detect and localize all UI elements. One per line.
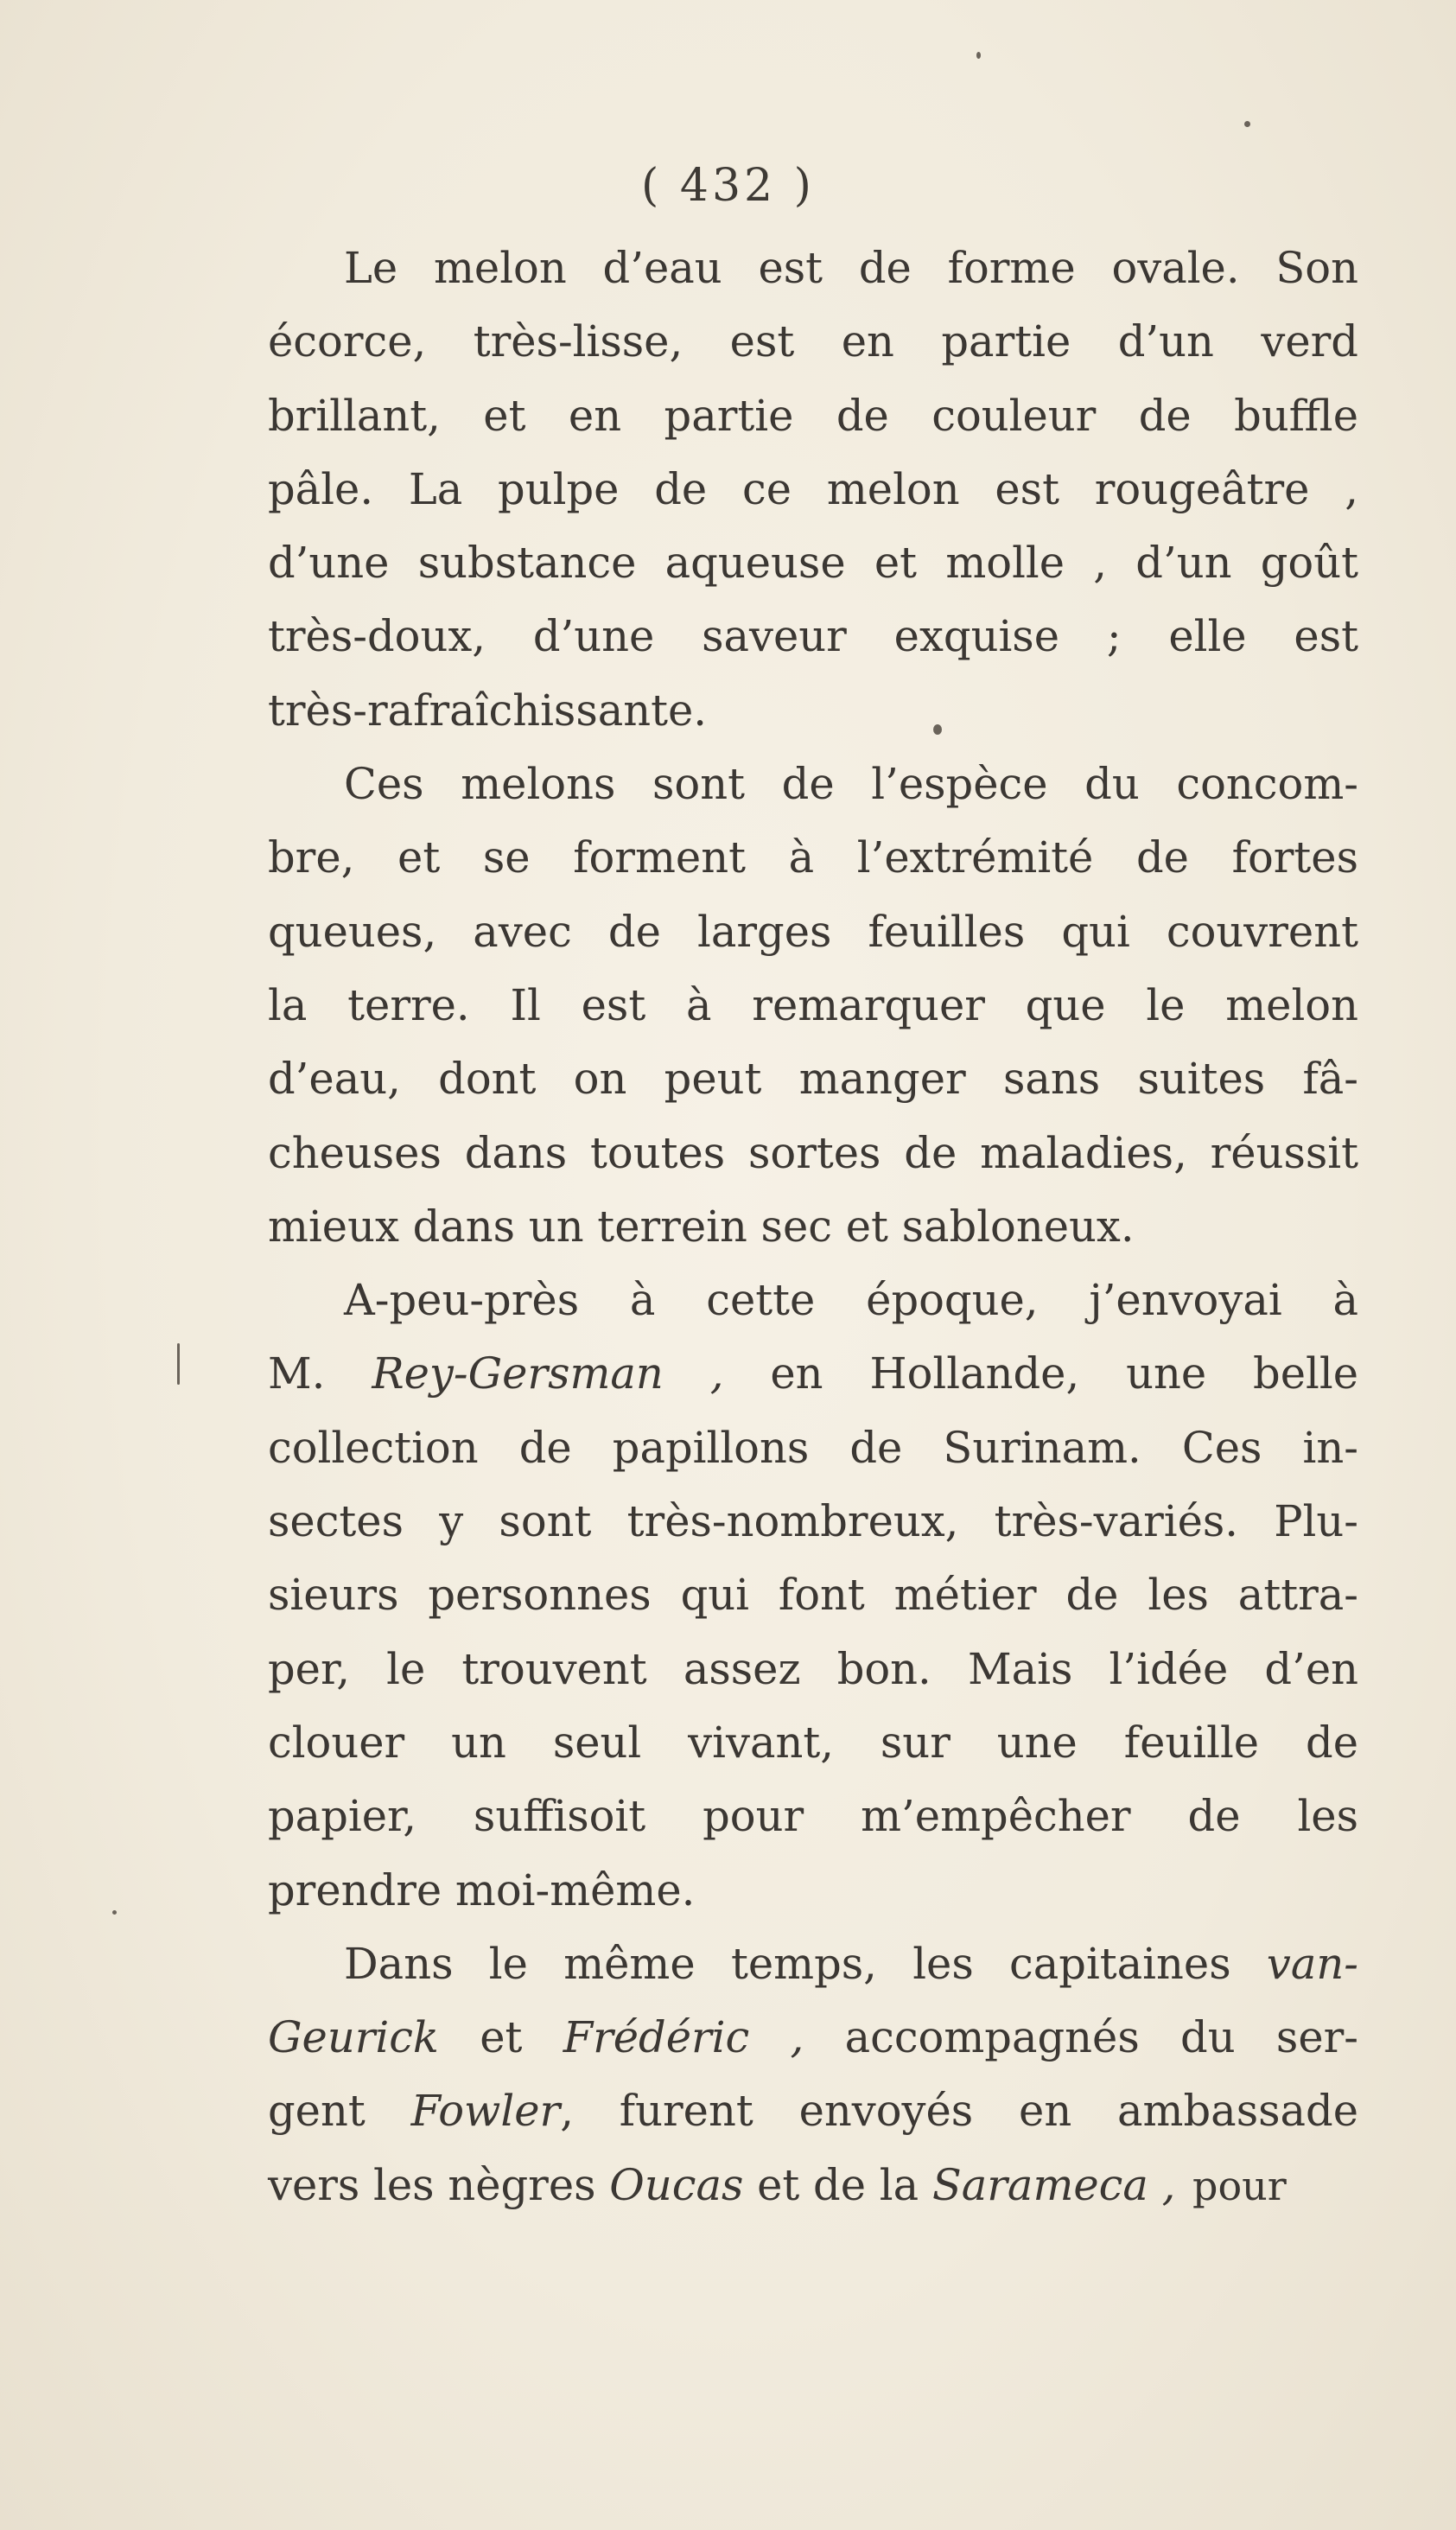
text-line [268, 1337, 1358, 1411]
paper-speck [1244, 121, 1250, 127]
text-line [268, 305, 1358, 379]
text-line [268, 969, 1358, 1042]
page-number: ( 432 ) [641, 160, 815, 212]
catchword: pour [1192, 2163, 1287, 2209]
text-segment: queues, avec de larges feuilles qui couvrent [268, 906, 1358, 957]
text-line [268, 1928, 1358, 2001]
text-line [268, 232, 1358, 305]
text-segment: pâle. La pulpe de ce melon est rougeâtre , [268, 463, 1358, 514]
text-line [268, 1706, 1358, 1780]
text-segment: papier, suffisoit pour m’empêcher de les [268, 1791, 1358, 1842]
italic-segment: Fowler [410, 2086, 561, 2137]
text-segment: en Hollande, une belle [723, 1348, 1358, 1399]
text-line [268, 453, 1358, 526]
italic-segment: Geurick [268, 2012, 439, 2063]
text-line [268, 600, 1358, 673]
text-line [268, 1780, 1358, 1853]
paper-speck [112, 1910, 117, 1915]
text-line [268, 1633, 1358, 1706]
text-segment: la terre. Il est à remarquer que le melon [268, 979, 1358, 1030]
italic-segment: Frédéric , [563, 2012, 804, 2063]
text-segment: sieurs personnes qui font métier de les attra- [268, 1570, 1358, 1621]
text-segment: cheuses dans toutes sortes de maladies, réussit [268, 1127, 1358, 1178]
text-line [268, 1042, 1358, 1116]
text-segment: Le melon d’eau est de forme ovale. Son [344, 243, 1358, 293]
text-line [268, 1412, 1358, 1485]
text-segment: très-rafraîchissante. [268, 685, 708, 736]
paper-speck [933, 724, 942, 735]
text-line [268, 379, 1358, 453]
text-segment: écorce, très-lisse, est en partie d’un verd [268, 316, 1358, 367]
text-segment: accompagnés du ser- [804, 2012, 1359, 2063]
text-line [268, 1485, 1358, 1558]
text-line [268, 1558, 1358, 1632]
italic-segment: van- [1266, 1938, 1358, 1989]
text-segment: d’eau, dont on peut manger sans suites fâ- [268, 1054, 1358, 1105]
text-line [268, 1854, 1358, 1928]
text-segment: et de la [743, 2159, 932, 2210]
text-segment: clouer un seul vivant, sur une feuille de [268, 1717, 1358, 1768]
text-segment: et [438, 2012, 563, 2063]
text-line [268, 2001, 1358, 2074]
text-line [268, 674, 1358, 748]
text-line [268, 1190, 1358, 1264]
text-segment: M. [268, 1348, 372, 1399]
body-text [268, 232, 1358, 2222]
text-line [268, 2074, 1358, 2148]
text-line [268, 1264, 1358, 1337]
text-segment: , furent envoyés en ambassade [560, 2086, 1358, 2137]
text-segment: sectes y sont très-nombreux, très-variés. Plu- [268, 1496, 1358, 1547]
text-segment: Ces melons sont de l’espèce du concom- [344, 759, 1358, 810]
text-segment: mieux dans un terrein sec et sabloneux. [268, 1201, 1135, 1252]
text-line [268, 748, 1358, 821]
italic-segment: Sarameca , [931, 2159, 1176, 2210]
text-segment: A-peu-près à cette époque, j’envoyai à [344, 1275, 1358, 1326]
text-line [268, 526, 1358, 600]
text-line [268, 821, 1358, 895]
text-segment: Dans le même temps, les capitaines [344, 1938, 1267, 1989]
text-line [268, 895, 1358, 969]
text-segment: bre, et se forment à l’extrémité de fortes [268, 832, 1358, 883]
text-segment: collection de papillons de Surinam. Ces in- [268, 1422, 1358, 1473]
italic-segment: Rey-Gersman , [372, 1348, 724, 1399]
text-line [268, 1117, 1358, 1190]
paper-speck [177, 1343, 180, 1385]
text-segment: per, le trouvent assez bon. Mais l’idée d’en [268, 1643, 1358, 1694]
text-segment: brillant, et en partie de couleur de buffle [268, 390, 1358, 441]
paper-speck [976, 52, 981, 59]
text-segment: prendre moi-même. [268, 1864, 696, 1915]
text-segment: très-doux, d’une saveur exquise ; elle est [268, 611, 1358, 662]
italic-segment: Oucas [609, 2159, 744, 2210]
text-segment: vers les nègres [268, 2159, 610, 2210]
text-segment: d’une substance aqueuse et molle , d’un goût [268, 538, 1358, 589]
text-segment: gent [268, 2086, 411, 2137]
